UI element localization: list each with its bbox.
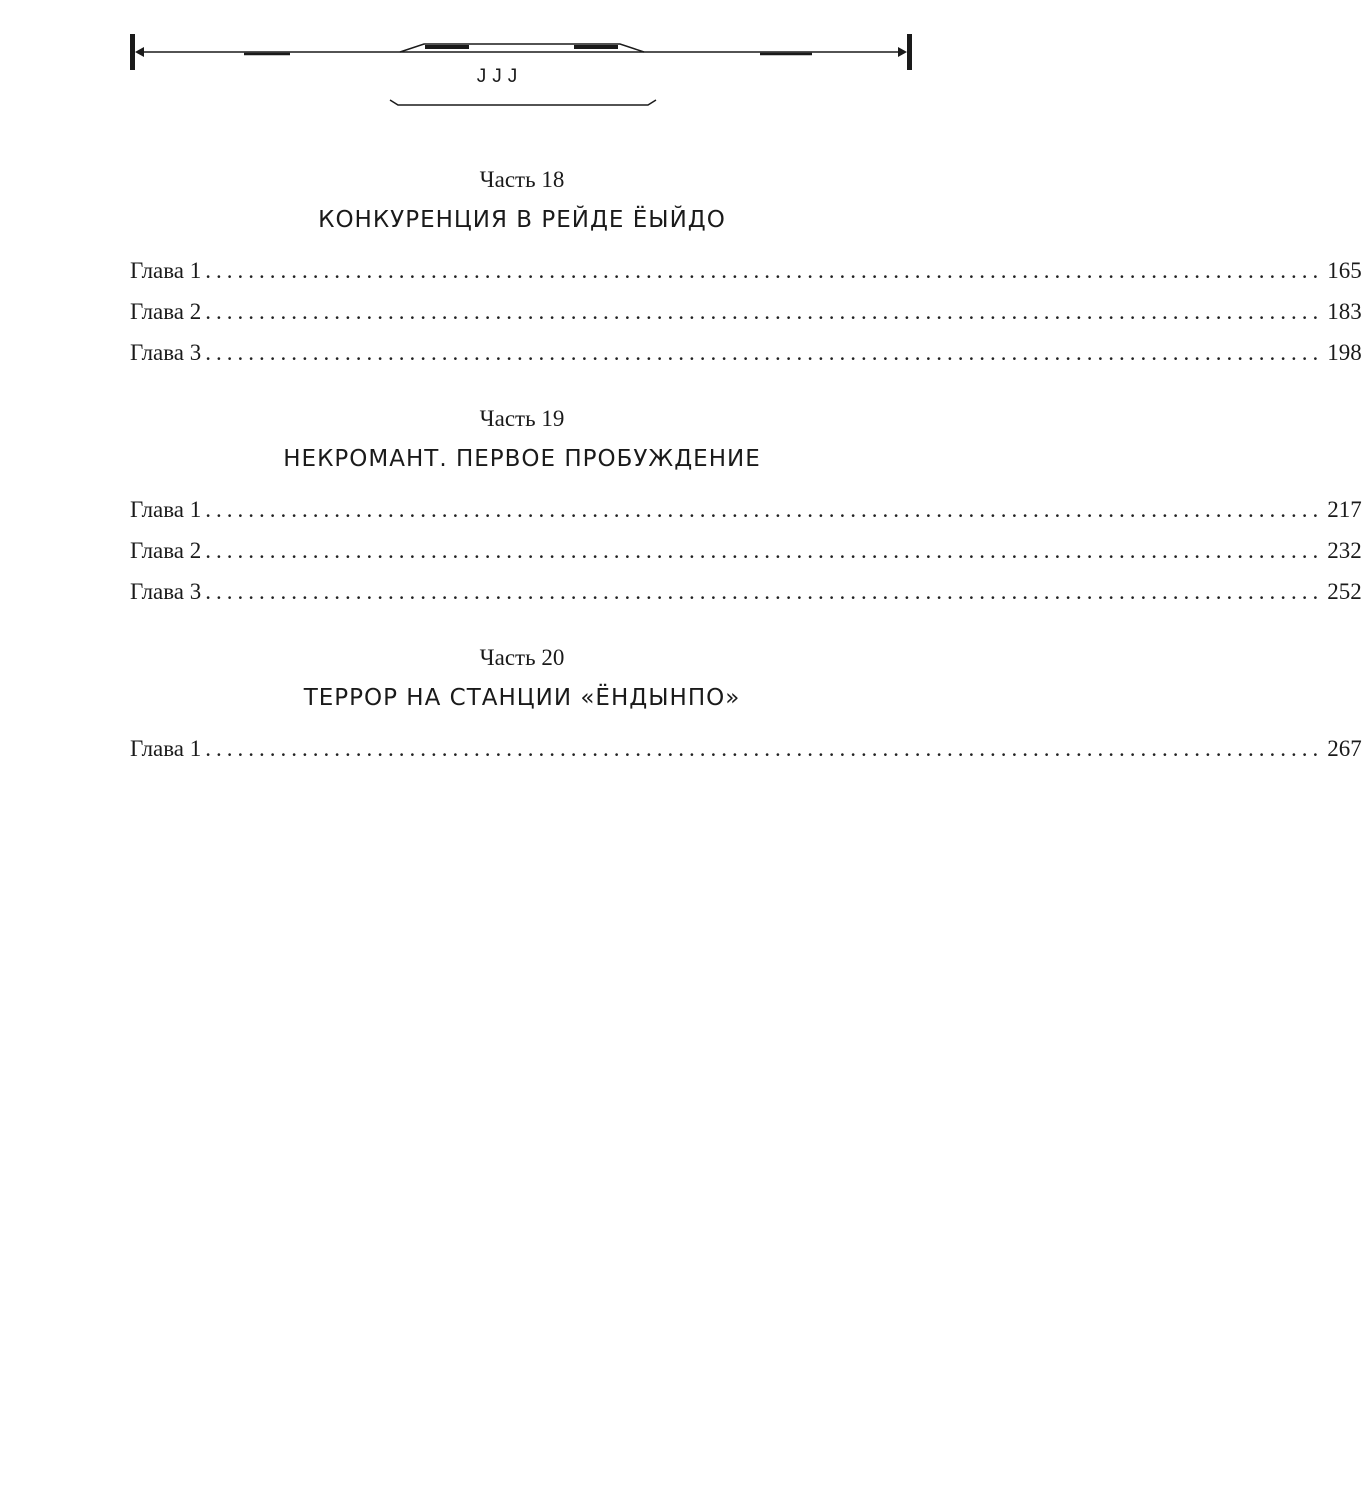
part-title: НЕКРОМАНТ. ПЕРВОЕ ПРОБУЖДЕНИЕ xyxy=(283,446,761,472)
dot-leader: ........................................................................................................ xyxy=(205,538,1324,563)
part-20 xyxy=(130,638,1362,769)
dot-leader: ........................................................................................................ xyxy=(205,340,1324,365)
chapter-page: 252 xyxy=(1327,579,1362,604)
chapter-row[interactable] xyxy=(130,250,1362,291)
part-number: Часть 20 xyxy=(479,645,565,670)
part-19 xyxy=(130,399,1362,612)
chapter-label: Глава 1 xyxy=(130,497,202,522)
chapter-page: 217 xyxy=(1327,497,1362,522)
chapter-label: Глава 3 xyxy=(130,579,202,604)
chapter-row[interactable] xyxy=(130,530,1362,571)
header-ornament xyxy=(0,0,1000,120)
chapter-page: 183 xyxy=(1327,299,1362,324)
dot-leader: ........................................................................................................ xyxy=(205,497,1324,522)
dot-leader: ........................................................................................................ xyxy=(205,258,1324,283)
chapter-label: Глава 1 xyxy=(130,258,202,283)
dot-leader: ........................................................................................................ xyxy=(205,579,1324,604)
chapter-page: 232 xyxy=(1327,538,1362,563)
part-title: КОНКУРЕНЦИЯ В РЕЙДЕ ЁЫЙДО xyxy=(318,207,726,233)
chapter-page: 165 xyxy=(1327,258,1362,283)
chapter-row[interactable] xyxy=(130,291,1362,332)
part-18 xyxy=(130,160,1362,373)
dot-leader: ........................................................................................................ xyxy=(205,736,1324,761)
part-number: Часть 18 xyxy=(479,167,565,192)
chapter-label: Глава 1 xyxy=(130,736,202,761)
running-head: JJJ xyxy=(476,66,524,87)
chapter-label: Глава 3 xyxy=(130,340,202,365)
part-title: ТЕРРОР НА СТАНЦИИ «ЁНДЫНПО» xyxy=(303,685,741,711)
chapter-label: Глава 2 xyxy=(130,538,202,563)
chapter-row[interactable] xyxy=(130,489,1362,530)
chapter-row[interactable] xyxy=(130,728,1362,769)
table-of-contents xyxy=(130,160,1362,795)
dot-leader: ........................................................................................................ xyxy=(205,299,1324,324)
chapter-row[interactable] xyxy=(130,571,1362,612)
chapter-page: 198 xyxy=(1327,340,1362,365)
chapter-label: Глава 2 xyxy=(130,299,202,324)
part-number: Часть 19 xyxy=(479,406,565,431)
chapter-row[interactable] xyxy=(130,332,1362,373)
chapter-page: 267 xyxy=(1327,736,1362,761)
ornament-lines-icon xyxy=(0,0,1000,120)
